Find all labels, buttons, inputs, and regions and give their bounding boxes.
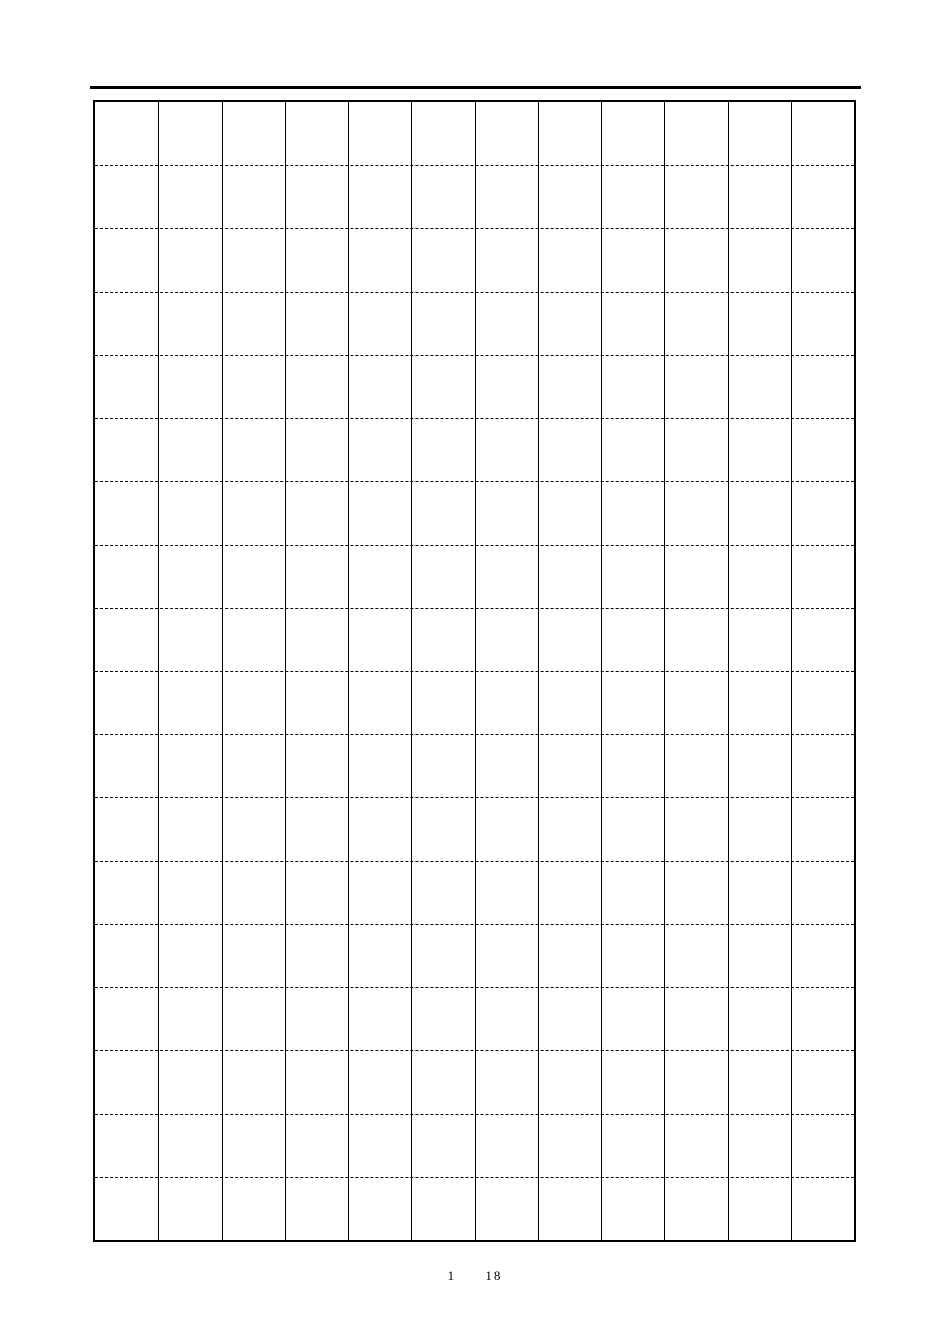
grid-cell [348, 956, 411, 1019]
grid-cell [475, 197, 538, 260]
grid-cell [728, 956, 791, 1019]
grid-cell [411, 323, 474, 386]
grid-cell [158, 576, 221, 639]
grid-cell [475, 450, 538, 513]
grid-cell [728, 1145, 791, 1208]
footer-page-total: 18 [485, 1268, 503, 1283]
page-footer [0, 1268, 950, 1284]
grid-cell [222, 576, 285, 639]
grid-cell [348, 766, 411, 829]
grid-cell [601, 513, 664, 576]
grid-cell [411, 134, 474, 197]
grid-cell [95, 513, 158, 576]
grid-cell [411, 639, 474, 702]
grid-cell [664, 70, 727, 133]
grid-cell [95, 197, 158, 260]
grid-cell [285, 70, 348, 133]
grid-cell [222, 70, 285, 133]
grid-cell [285, 323, 348, 386]
grid-cell [158, 70, 221, 133]
grid-cell [95, 1019, 158, 1082]
grid-cell [411, 956, 474, 1019]
grid-cell [601, 766, 664, 829]
grid-cell [664, 766, 727, 829]
grid-cell [475, 387, 538, 450]
grid-cell [538, 766, 601, 829]
grid-cell [791, 1082, 854, 1145]
grid-cell [791, 450, 854, 513]
grid-cell [158, 260, 221, 323]
grid-cell [411, 260, 474, 323]
grid-cell [538, 703, 601, 766]
grid-cell [601, 1082, 664, 1145]
grid-cell [158, 197, 221, 260]
grid-cell [791, 1145, 854, 1208]
grid-cell [475, 323, 538, 386]
grid-cell [601, 1019, 664, 1082]
grid-cell [728, 197, 791, 260]
grid-cell [538, 450, 601, 513]
grid-cell [538, 639, 601, 702]
grid-cell [222, 892, 285, 955]
grid-cell [411, 703, 474, 766]
grid-cell [411, 197, 474, 260]
grid-cell [95, 387, 158, 450]
grid-cell [158, 829, 221, 892]
grid-cell [538, 576, 601, 639]
grid-cell [601, 450, 664, 513]
grid-cell [475, 1082, 538, 1145]
grid-cell [664, 387, 727, 450]
grid-cell [791, 1019, 854, 1082]
grid-cell [475, 134, 538, 197]
grid-cell [95, 323, 158, 386]
grid-cell [285, 576, 348, 639]
grid-cell [538, 1019, 601, 1082]
grid-cell [158, 323, 221, 386]
grid-cell [664, 513, 727, 576]
grid-cell [728, 829, 791, 892]
grid-cell [728, 1019, 791, 1082]
grid-cell [411, 387, 474, 450]
grid-cell [222, 450, 285, 513]
grid-cell [285, 829, 348, 892]
grid-cell [95, 956, 158, 1019]
grid-cell [475, 260, 538, 323]
grid-cell [411, 1145, 474, 1208]
grid-cell [538, 956, 601, 1019]
grid-cell [664, 1145, 727, 1208]
grid-cell [411, 1082, 474, 1145]
grid-cell [601, 323, 664, 386]
grid-cell [664, 639, 727, 702]
grid-cell [538, 829, 601, 892]
grid-cell [475, 1019, 538, 1082]
grid-cell [475, 639, 538, 702]
grid-cell [222, 387, 285, 450]
grid-cell [222, 703, 285, 766]
grid-cell [728, 450, 791, 513]
grid-cell [222, 829, 285, 892]
grid-cell [158, 1145, 221, 1208]
grid-cell [601, 134, 664, 197]
grid-cell [158, 766, 221, 829]
writing-grid [93, 100, 856, 1242]
grid-cell [728, 134, 791, 197]
grid-cell [158, 513, 221, 576]
grid-cell [601, 387, 664, 450]
grid-cell [601, 1145, 664, 1208]
grid-cell [348, 323, 411, 386]
grid-cell [475, 576, 538, 639]
grid-cell [285, 703, 348, 766]
grid-cell [285, 450, 348, 513]
grid-cell [158, 1082, 221, 1145]
grid-cell [538, 70, 601, 133]
grid-cell [475, 1145, 538, 1208]
grid-cell [285, 1145, 348, 1208]
grid-cell [158, 1019, 221, 1082]
grid-cell [95, 892, 158, 955]
grid-cell [728, 513, 791, 576]
grid-cell [538, 1082, 601, 1145]
grid-cell [411, 513, 474, 576]
grid-cell [285, 1019, 348, 1082]
grid-cell [664, 1019, 727, 1082]
grid-cell [95, 766, 158, 829]
grid-cell [538, 1145, 601, 1208]
grid-cell [791, 829, 854, 892]
grid-cell [475, 513, 538, 576]
grid-cell [348, 260, 411, 323]
grid-cell [791, 892, 854, 955]
grid-cell [95, 134, 158, 197]
grid-cell [601, 956, 664, 1019]
grid-cell [728, 892, 791, 955]
grid-cell [285, 260, 348, 323]
grid-cell [222, 956, 285, 1019]
grid-cell [791, 323, 854, 386]
grid-cell [664, 829, 727, 892]
grid-cell [664, 323, 727, 386]
grid-cell [95, 639, 158, 702]
grid-cell [95, 1082, 158, 1145]
grid-cell [158, 450, 221, 513]
grid-cell [348, 134, 411, 197]
grid-cell [285, 892, 348, 955]
grid-cell [664, 260, 727, 323]
grid-cell [411, 829, 474, 892]
grid-cell [728, 766, 791, 829]
grid-cell [285, 513, 348, 576]
grid-cell [95, 703, 158, 766]
grid-cell [411, 1019, 474, 1082]
grid-cell [791, 956, 854, 1019]
grid-cell [285, 134, 348, 197]
grid-cell [664, 703, 727, 766]
grid-cell [601, 639, 664, 702]
grid-cell [538, 387, 601, 450]
grid-cell [222, 639, 285, 702]
grid-cell [222, 1145, 285, 1208]
grid-cell [158, 703, 221, 766]
grid-cell [95, 70, 158, 133]
grid-cell [411, 576, 474, 639]
grid-cell [791, 639, 854, 702]
grid-cell [601, 576, 664, 639]
grid-cell [601, 703, 664, 766]
grid-cell [664, 134, 727, 197]
grid-cell [158, 387, 221, 450]
grid-cell [348, 1145, 411, 1208]
grid-cell [791, 134, 854, 197]
grid-cell [222, 766, 285, 829]
grid-cell [664, 450, 727, 513]
grid-cell [601, 70, 664, 133]
grid-cell [411, 450, 474, 513]
grid-cell [728, 576, 791, 639]
grid-cell [95, 829, 158, 892]
grid-cell [348, 892, 411, 955]
grid-cell [285, 956, 348, 1019]
grid-cell [222, 1082, 285, 1145]
grid-cell [538, 260, 601, 323]
grid-cell [95, 1145, 158, 1208]
grid-cell [95, 450, 158, 513]
grid-cell [791, 703, 854, 766]
grid-cell [538, 892, 601, 955]
grid-cell [728, 703, 791, 766]
grid-cell [728, 70, 791, 133]
grid-cell [601, 260, 664, 323]
grid-cell [348, 1019, 411, 1082]
grid-cell [285, 1082, 348, 1145]
grid-cell [475, 829, 538, 892]
grid-cell [95, 576, 158, 639]
grid-cell [664, 956, 727, 1019]
grid-cell [728, 387, 791, 450]
grid-cell [664, 1082, 727, 1145]
grid-cell [601, 197, 664, 260]
grid-cell [475, 703, 538, 766]
grid-cell [222, 323, 285, 386]
grid-cell [222, 1019, 285, 1082]
grid-cell [475, 892, 538, 955]
grid-cell [475, 70, 538, 133]
grid-cell [791, 260, 854, 323]
grid-cell [791, 576, 854, 639]
grid-cell [538, 134, 601, 197]
grid-cell [411, 892, 474, 955]
grid-cell [348, 703, 411, 766]
grid-cell [538, 513, 601, 576]
grid-cell [348, 450, 411, 513]
grid-cell [538, 197, 601, 260]
grid-cell [95, 260, 158, 323]
grid-cell [348, 639, 411, 702]
grid-cell [411, 70, 474, 133]
grid-cell [601, 829, 664, 892]
grid-cell [348, 197, 411, 260]
grid-cell [348, 513, 411, 576]
grid-cell [222, 197, 285, 260]
grid-cell [475, 956, 538, 1019]
grid-cell [285, 766, 348, 829]
grid-cell [791, 766, 854, 829]
grid-cell [475, 766, 538, 829]
grid-cell [348, 70, 411, 133]
grid-cell [222, 134, 285, 197]
grid-cell [728, 639, 791, 702]
grid-cell [158, 134, 221, 197]
grid-cell [664, 197, 727, 260]
grid-cell [664, 892, 727, 955]
grid-cell [158, 956, 221, 1019]
grid-cell [348, 576, 411, 639]
grid-cell [222, 513, 285, 576]
grid-cell [411, 766, 474, 829]
grid-cell [348, 1082, 411, 1145]
grid-cell [158, 892, 221, 955]
grid-cell [222, 260, 285, 323]
grid-cell [791, 197, 854, 260]
grid-cell [791, 70, 854, 133]
grid-cell [285, 387, 348, 450]
grid-cell [728, 1082, 791, 1145]
grid-cell [664, 576, 727, 639]
grid-cell [728, 323, 791, 386]
grid-cell [285, 197, 348, 260]
footer-page-number: 1 [447, 1268, 457, 1283]
grid-cell [791, 513, 854, 576]
grid-cell [728, 260, 791, 323]
grid-cell [285, 639, 348, 702]
grid-cell [348, 829, 411, 892]
grid-cell [348, 387, 411, 450]
grid-cell [791, 387, 854, 450]
grid-cell [158, 639, 221, 702]
grid-cell [601, 892, 664, 955]
grid-cell [538, 323, 601, 386]
